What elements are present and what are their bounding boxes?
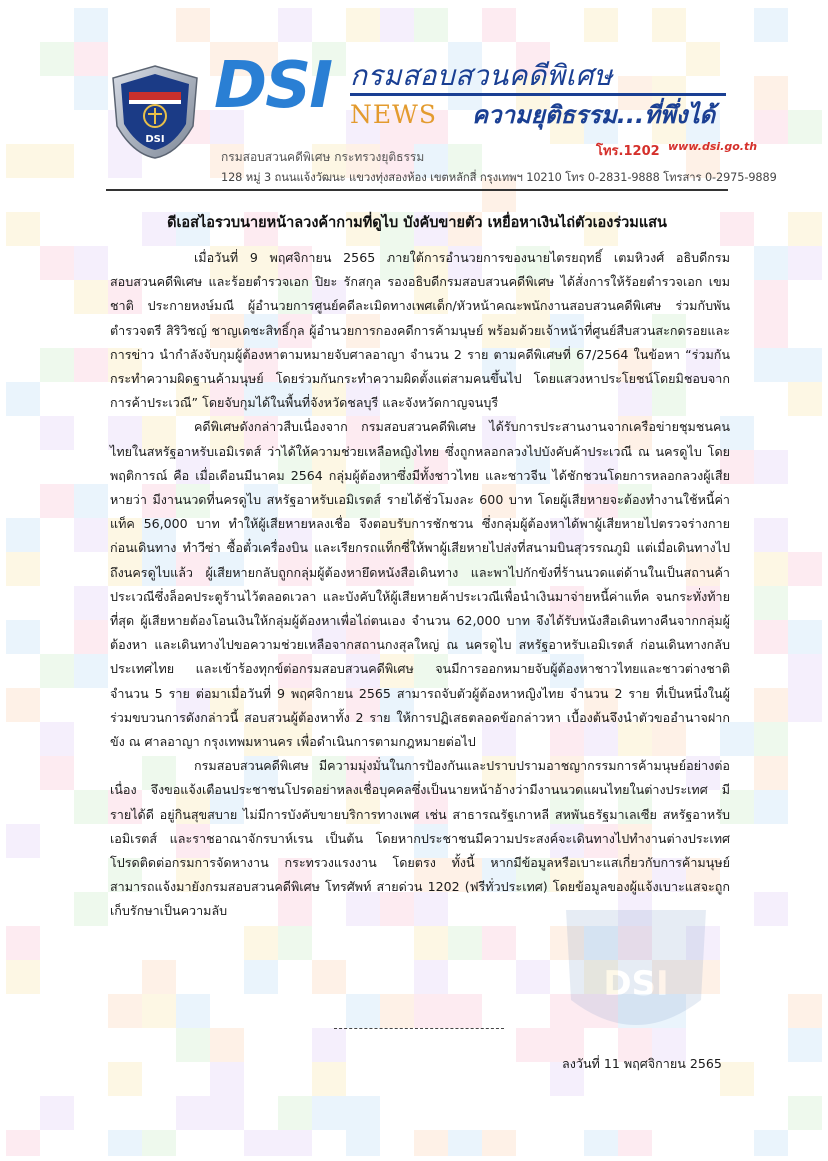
hotline: โทร.1202: [596, 144, 660, 159]
page-title: ดีเอสไอรวบนายหน้าลวงค้ากามที่ดูไบ บังคับขายตัว เหยื่อหาเงินไถ่ตัวเองร่วมแสน: [167, 215, 667, 231]
website-link[interactable]: www.dsi.go.th: [668, 140, 758, 153]
paragraph-3: กรมสอบสวนคดีพิเศษ มีความมุ่งมั่นในการป้องกันและปราบปรามอาชญากรรมการค้ามนุษย์อย่างต่อเนื่อง จึงขอแจ้งเตือนประชาชนโปรดอย่าหลงเชื่อบุคคลซึ่งเป็นนายหน้าอ้างว่ามีงานนวดแผนไทยในต่างประเทศ มีรายได้ดี อยู่กินสุขสบาย ไม่มีการบังคับขายบริการทางเพศ เช่น สาธารณรัฐเกาหลี สหพันธรัฐมาเลเซีย สหรัฐอาหรับเอมิเรตส์ และราชอาณาจักรบาห์เรน เป็นต้น โดยหากประชาชนมีความประสงค์จะเดินทางไปทำงานต่างประเทศโปรดติดต่อกรมการจัดหางาน กระทรวงแรงงาน โดยตรง ทั้งนี้ หากมีข้อมูลหรือเบาะแสเกี่ยวกับการค้ามนุษย์ สามารถแจ้งมายังกรมสอบสวนคดีพิเศษ โทรศัพท์ สายด่วน 1202 (ฟรีทั่วประเทศ) โดยข้อมูลของผู้แจ้งเบาะแสจะถูกเก็บรักษาเป็นความลับ: [110, 758, 730, 919]
address-line: 128 หมู่ 3 ถนนแจ้งวัฒนะ แขวงทุ่งสองห้อง เขตหลักสี่ กรุงเทพฯ 10210 โทร 0-2831-9888 โทรสาร 0-2975-9889: [221, 171, 777, 184]
dateline: ลงวันที่ 11 พฤศจิกายน 2565: [562, 1056, 722, 1071]
svg-text:DSI: DSI: [145, 134, 165, 145]
paragraph-2: คดีพิเศษดังกล่าวสืบเนื่องจาก กรมสอบสวนคดีพิเศษ ได้รับการประสานงานจากเครือข่ายชุมชนคนไทยในสหรัฐอาหรับเอมิเรตส์ ว่าได้ให้ความช่วยเหลือหญิงไทย ซึ่งถูกหลอกลวงไปบังคับค้าประเวณี ณ นครดูไบ โดยพฤติการณ์ คือ เมื่อเดือนมีนาคม 2564 กลุ่มผู้ต้องหาซึ่งมีทั้งชาวไทย และชาวจีน ได้ชักชวนโดยการหลอกลวงผู้เสียหายว่า มีงานนวดที่นครดูไบ สหรัฐอาหรับเอมิเรตส์ รายได้ชั่วโมงละ 600 บาท โดยผู้เสียหายจะต้องทำงานใช้หนี้ค่าแท็ค 56,000 บาท ทำให้ผู้เสียหายหลงเชื่อ จึงตอบรับการชักชวน ซึ่งกลุ่มผู้ต้องหาได้พาผู้เสียหายไปตรวจร่างกายก่อนเดินทาง ทำวีซ่า ซื้อตั๋วเครื่องบิน และเรียกรถแท็กซี่ให้พาผู้เสียหายไปส่งที่สนามบินสุวรรณภูมิ แต่เมื่อเดินทางไปถึงนครดูไบแล้ว ผู้เสียหายกลับถูกกลุ่มผู้ต้องหายึดหนังสือเดินทาง และพาไปกักขังที่ร้านนวดแต่ด้านในเป็นสถานค้าประเวณีซึ่งล็อคประตูร้านไว้ตลอดเวลา และบังคับให้ผู้เสียหายค้าประเวณีเพื่อนำเงินมาจ่ายหนี้ค่าแท็ค จนกระทั่งท้ายที่สุด ผู้เสียหายต้องโอนเงินให้กลุ่มผู้ต้องหาเพื่อไถ่ตนเอง จำนวน 62,000 บาท จึงได้รับหนังสือเดินทางคืนจากกลุ่มผู้ต้องหา และเดินทางไปขอความช่วยเหลือจากสถานกงสุลใหญ่ ณ นครดูไบ สหรัฐอาหรับเอมิเรตส์ ก่อนเดินทางกลับประเทศไทย และเข้าร้องทุกข์ต่อกรมสอบสวนคดีพิเศษ จนมีการออกหมายจับผู้ต้องหาชาวไทยและชาวต่างชาติ จำนวน 5 ราย ต่อมาเมื่อวันที่ 9 พฤศจิกายน 2565 สามารถจับตัวผู้ต้องหาหญิงไทย จำนวน 2 ราย ที่เป็นหนึ่งในผู้ร่วมขบวนการดังกล่าวนี้ สอบสวนผู้ต้องหาทั้ง 2 ราย ให้การปฏิเสธตลอดข้อกล่าวหา เบื้องต้นจึงนำตัวขออำนาจฝากขัง ณ ศาลอาญา กรุงเทพมหานคร เพื่อดำเนินการตามกฎหมายต่อไป: [110, 419, 730, 750]
dsi-seal-icon: [107, 64, 203, 160]
svg-text:DSI: DSI: [603, 964, 669, 1004]
paragraph-1: เมื่อวันที่ 9 พฤศจิกายน 2565 ภายใต้การอำนวยการของนายไตรยฤทธิ์ เตมหิวงศ์ อธิบดีกรมสอบสวนคดีพิเศษ และร้อยตำรวจเอก ปิยะ รักสกุล รองอธิบดีกรมสอบสวนคดีพิเศษ ได้สั่งการให้ร้อยตำรวจเอก เขมชาติ ประกายหงษ์มณี ผู้อำนวยการศูนย์คดีละเมิดทางเพศเด็ก/หัวหน้าคณะพนักงานสอบสวนคดีพิเศษ ร่วมกับพันตำรวจตรี สิริวิชญ์ ชาญเดชะสิทธิ์กุล ผู้อำนวยการกองคดีการค้ามนุษย์ พร้อมด้วยเจ้าหน้าที่ศูนย์สืบสวนสะกดรอยและการข่าว นำกำลังจับกุมผู้ต้องหาตามหมายจับศาลอาญา จำนวน 2 ราย ตามคดีพิเศษที่ 67/2564 ในข้อหา “ร่วมกันกระทำความผิดฐานค้ามนุษย์ โดยร่วมกันกระทำความผิดตั้งแต่สามคนขึ้นไป โดยแสวงหาประโยชน์โดยมิชอบจากการค้าประเวณี” โดยจับกุมได้ในพื้นที่จังหวัดชลบุรี และจังหวัดกาญจนบุรี: [110, 250, 730, 411]
closing-divider: [334, 1028, 504, 1029]
news-label: NEWS: [350, 100, 437, 129]
article-body: [110, 246, 730, 924]
department-title: กรมสอบสวนคดีพิเศษ: [350, 59, 613, 92]
header-divider: [106, 189, 728, 191]
org-line: กรมสอบสวนคดีพิเศษ กระทรวงยุติธรรม: [221, 150, 425, 164]
slogan: ความยุติธรรม...ที่พึ่งได้: [472, 101, 716, 129]
document-page: [6, 8, 822, 1156]
dsi-logo: DSI: [214, 49, 332, 123]
title-underline: [350, 93, 726, 96]
